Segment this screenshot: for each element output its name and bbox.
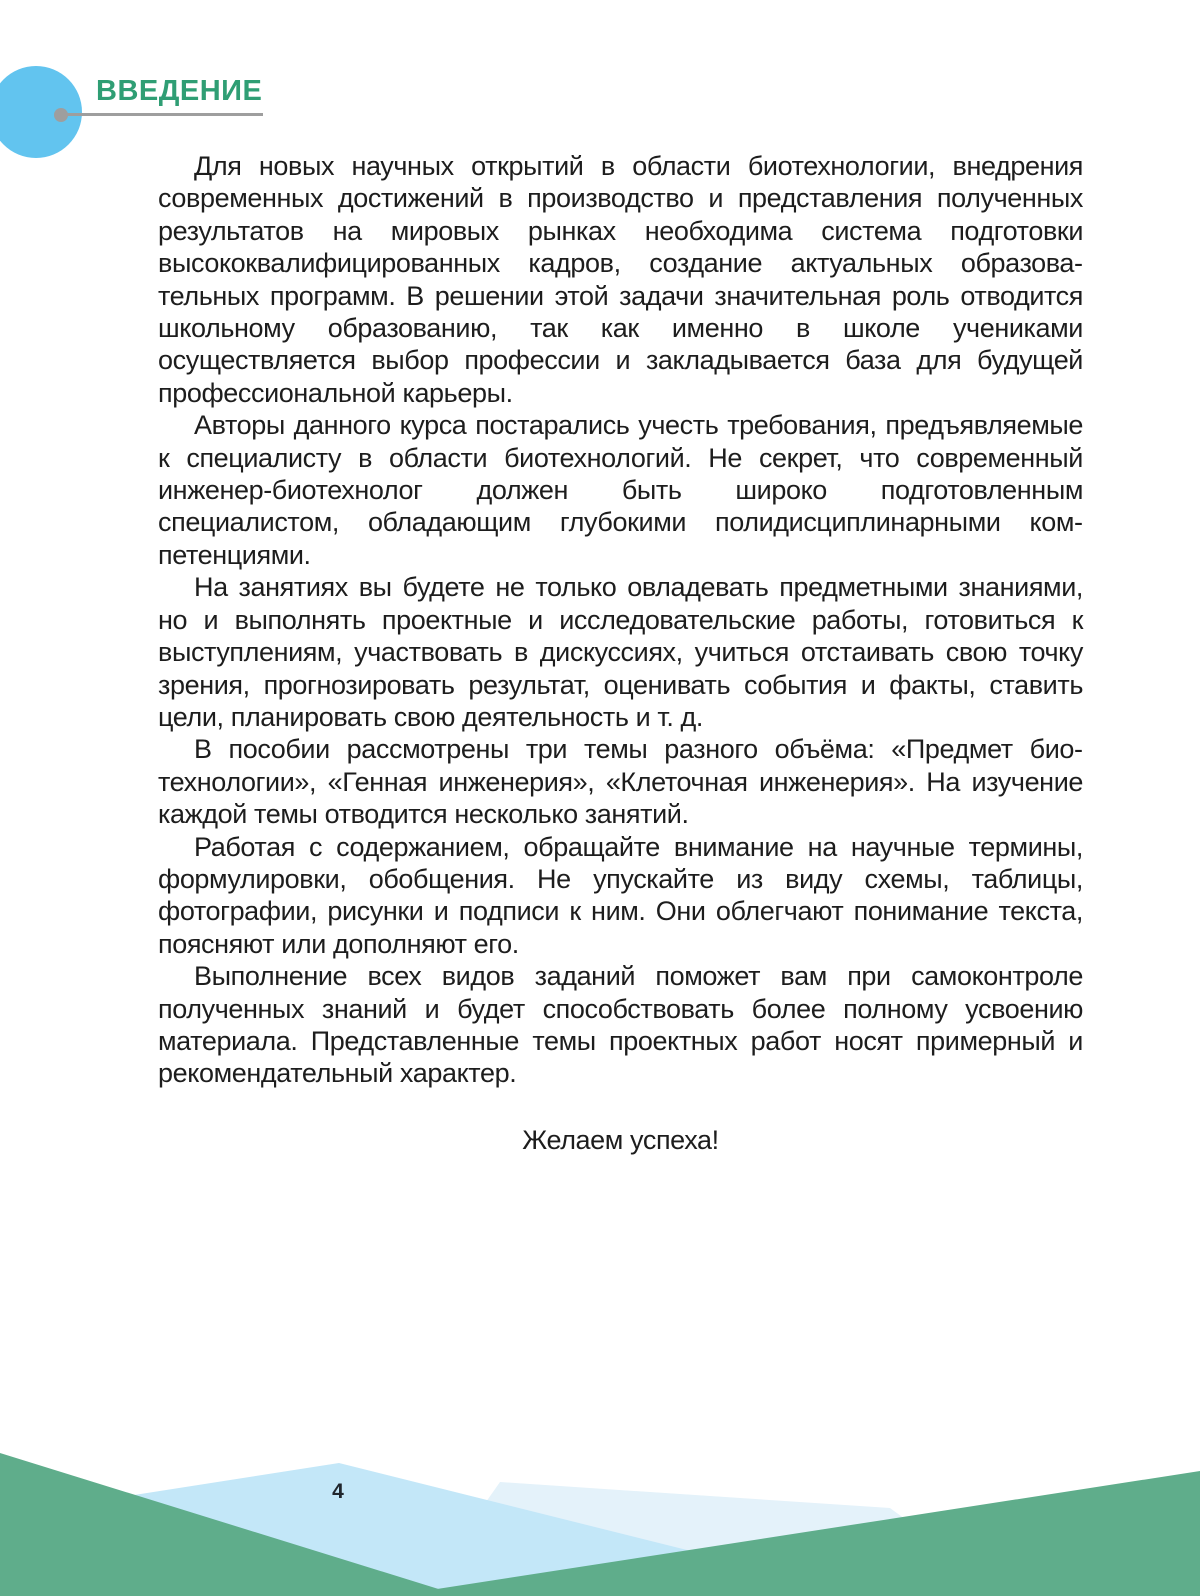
title-underline-dot <box>54 108 68 122</box>
body-text-block <box>158 150 1083 1156</box>
body-paragraph: В пособии рассмотрены три темы разного объёма: «Предмет биотехнологии», «Генная инженерия», «Клеточная инженерия». На изучение каждой темы отводится несколько занятий. <box>158 734 1083 830</box>
page-title: ВВЕДЕНИЕ <box>96 75 263 107</box>
body-paragraph: Авторы данного курса постарались учесть требования, предъявляемые к специалисту в области биотехнологий. Не секрет, что современный инженер-биотехнолог должен быть широко подготовленным специалистом, обладающим глубокими полидисциплинарными компетенциями. <box>158 410 1083 570</box>
footer-mountains <box>0 1380 1200 1596</box>
page-number: 4 <box>332 1480 344 1503</box>
closing-line: Желаем успеха! <box>522 1124 719 1155</box>
corner-circle-decoration <box>0 66 82 158</box>
body-paragraph: Выполнение всех видов заданий поможет вам при самоконтроле полученных знаний и будет способствовать более полному усвоению материала. Представленные темы проектных работ носят примерный и рекомендательный характер. <box>158 961 1083 1089</box>
body-paragraph: Для новых научных открытий в области биотехнологии, внедрения современных достижений в производство и представления полученных результатов на мировых рынках необходима система подготовки высококвалифицированных кадров, создание актуальных образовательных программ. В решении этой задачи значительная роль отводится школьному образованию, так как именно в школе учениками осуществляется выбор профессии и закладывается база для будущей профессиональной карьеры. <box>158 151 1083 408</box>
body-paragraph: Работая с содержанием, обращайте внимание на научные термины, формулировки, обобщения. Не упускайте из виду схемы, таблицы, фотографии, рисунки и подписи к ним. Они облегчают понимание текста, поясняют или дополняют его. <box>158 831 1083 959</box>
title-underline <box>61 113 263 116</box>
body-paragraph: На занятиях вы будете не только овладевать предметными знаниями, но и выполнять проектные и исследовательские работы, готовиться к выступлениям, участвовать в дискуссиях, учиться отстаивать свою точку зрения, прогнозировать результат, оценивать события и факты, ставить цели, планировать свою деятельность и т. д. <box>158 572 1083 732</box>
